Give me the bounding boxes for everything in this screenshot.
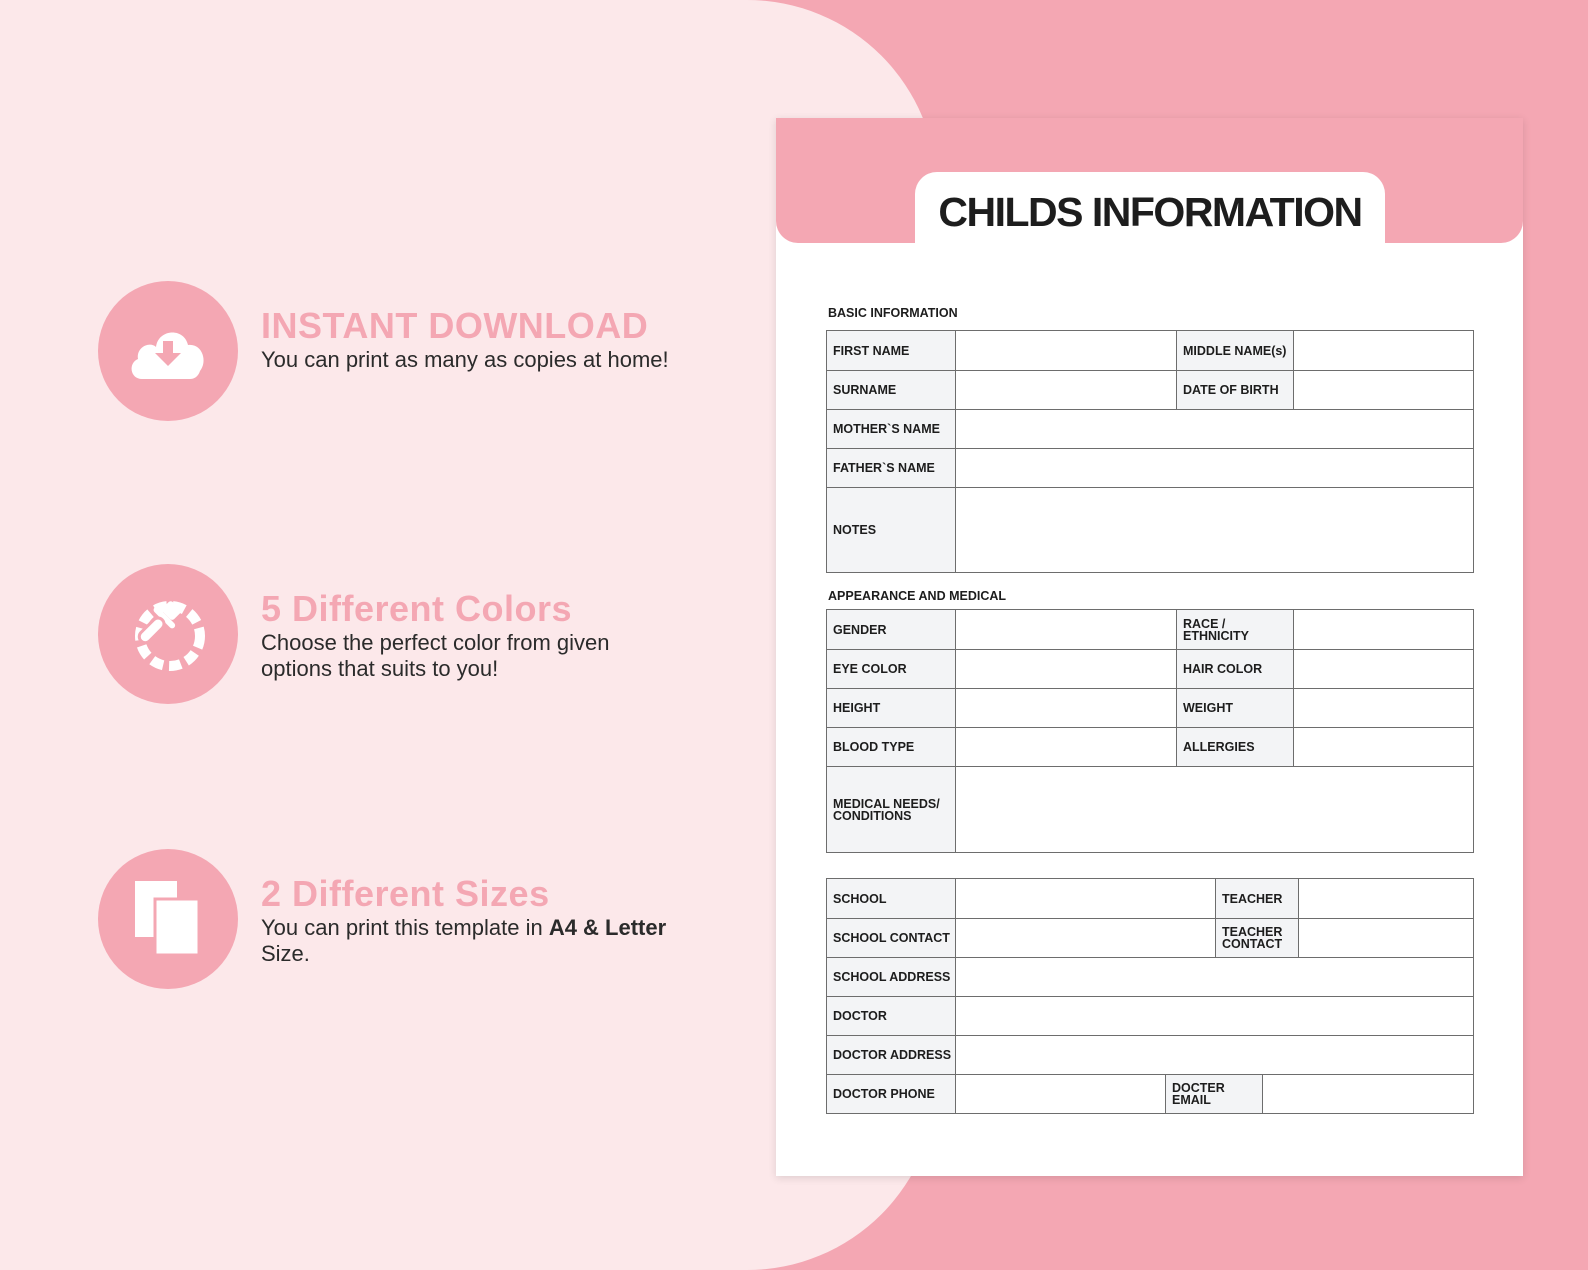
field-input[interactable] [1293,650,1473,688]
cloud-download-icon [98,281,238,421]
section-heading-appearance: APPEARANCE AND MEDICAL [828,589,1007,603]
field-input[interactable] [955,371,1176,409]
field-input[interactable] [1298,879,1473,918]
feature-title: 5 Different Colors [261,588,573,629]
table-row [827,370,1473,409]
table-row [827,1074,1473,1113]
feature-description [261,915,681,967]
feature-title: INSTANT DOWNLOAD [261,305,649,346]
field-input[interactable] [1262,1075,1473,1113]
field-input[interactable] [955,1075,1165,1113]
field-label: MEDICAL NEEDS/ CONDITIONS [827,767,955,852]
form-title: CHILDS INFORMATION [938,188,1362,235]
table-row [827,918,1473,957]
table-row [827,448,1473,487]
field-input[interactable] [955,331,1176,370]
field-input[interactable] [1298,919,1473,957]
field-label: HAIR COLOR [1176,650,1293,688]
field-input[interactable] [955,997,1473,1035]
field-label: SCHOOL ADDRESS [827,958,955,996]
table-row [827,1035,1473,1074]
form-preview [776,118,1523,1176]
school-doctor-table [826,878,1474,1114]
table-row [827,688,1473,727]
field-label: MIDDLE NAME(s) [1176,331,1293,370]
table-row [827,766,1473,852]
field-label: BLOOD TYPE [827,728,955,766]
field-label: DOCTOR [827,997,955,1035]
field-label: ALLERGIES [1176,728,1293,766]
table-row [827,487,1473,572]
field-label: FATHER`S NAME [827,449,955,487]
table-row [827,649,1473,688]
field-label: SURNAME [827,371,955,409]
field-label: MOTHER`S NAME [827,410,955,448]
field-input[interactable] [955,879,1215,918]
feature-sizes [98,849,718,991]
field-input[interactable] [1293,371,1473,409]
feature-title: 2 Different Sizes [261,873,550,914]
field-input[interactable] [955,767,1473,852]
field-input[interactable] [1293,331,1473,370]
field-label: WEIGHT [1176,689,1293,727]
field-input[interactable] [955,958,1473,996]
desc-bold: A4 & Letter [548,915,667,940]
field-label: TEACHER CONTACT [1215,919,1298,957]
field-input[interactable] [955,689,1176,727]
appearance-table [826,609,1474,853]
field-label: DOCTOR PHONE [827,1075,955,1113]
feature-colors [98,564,718,706]
field-label: TEACHER [1215,879,1298,918]
table-row [827,610,1473,649]
table-row [827,331,1473,370]
field-input[interactable] [955,610,1176,649]
feature-description: You can print as many as copies at home! [261,347,669,372]
desc-text: You can print this template in [261,915,549,940]
field-input[interactable] [1293,610,1473,649]
feature-description: Choose the perfect color from given options that suits to you! [261,630,610,681]
table-row [827,879,1473,918]
title-tab [915,172,1385,252]
field-input[interactable] [955,449,1473,487]
field-input[interactable] [1293,689,1473,727]
feature-instant-download [98,281,718,423]
field-input[interactable] [955,488,1473,572]
table-row [827,727,1473,766]
table-row [827,957,1473,996]
field-label: SCHOOL CONTACT [827,919,955,957]
field-label: DOCTER EMAIL [1165,1075,1262,1113]
field-label: EYE COLOR [827,650,955,688]
field-input[interactable] [955,919,1215,957]
field-label: RACE / ETHNICITY [1176,610,1293,649]
field-label: FIRST NAME [827,331,955,370]
field-input[interactable] [955,650,1176,688]
field-label: HEIGHT [827,689,955,727]
field-label: SCHOOL [827,879,955,918]
table-row [827,409,1473,448]
field-label: GENDER [827,610,955,649]
field-input[interactable] [955,728,1176,766]
field-input[interactable] [955,410,1473,448]
field-input[interactable] [955,1036,1473,1074]
field-label: NOTES [827,488,955,572]
field-input[interactable] [1293,728,1473,766]
desc-text: Size. [261,941,310,966]
field-label: DOCTOR ADDRESS [827,1036,955,1074]
basic-info-table [826,330,1474,573]
pages-icon [98,849,238,989]
table-row [827,996,1473,1035]
color-picker-icon [98,564,238,704]
field-label: DATE OF BIRTH [1176,371,1293,409]
section-heading-basic: BASIC INFORMATION [828,306,958,320]
